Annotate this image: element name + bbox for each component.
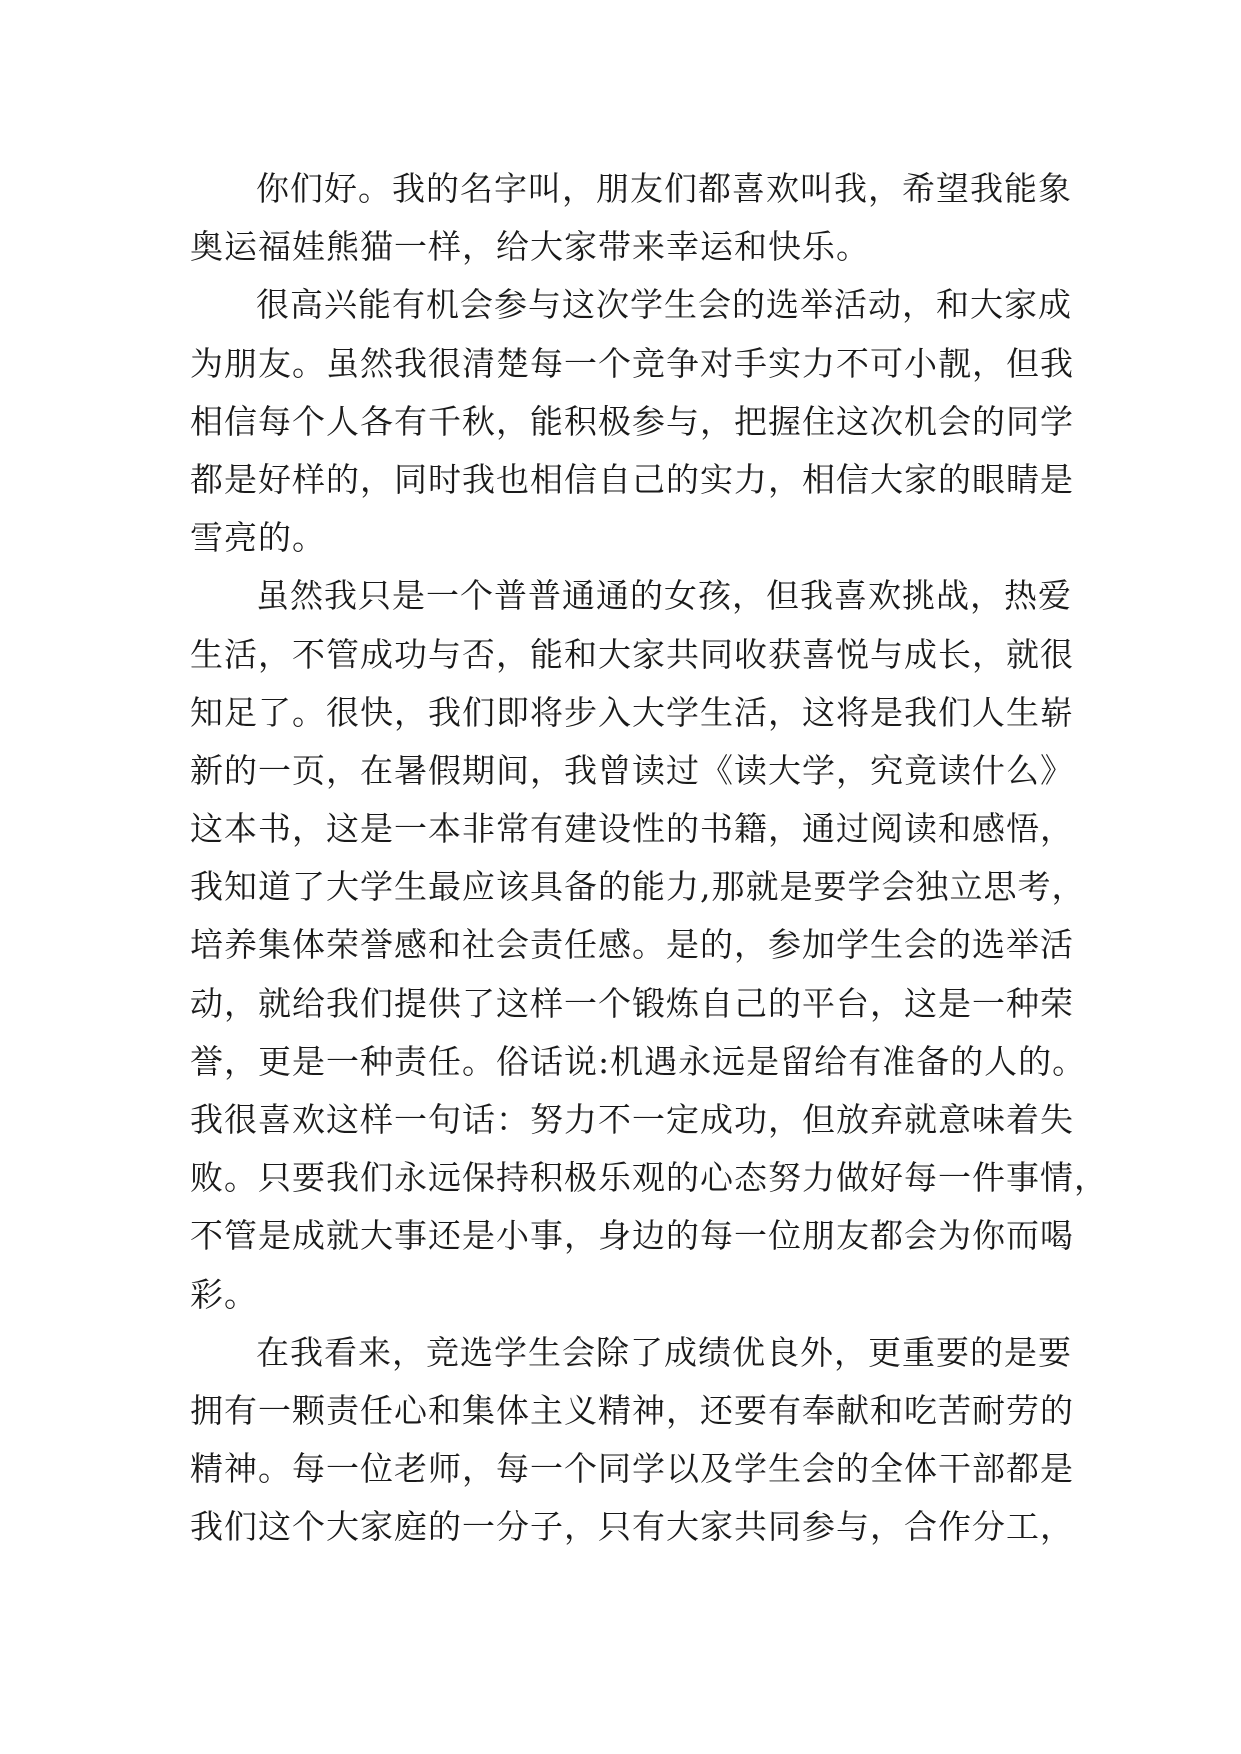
paragraph-line: 很高兴能有机会参与这次学生会的选举活动，和大家成 bbox=[256, 285, 1072, 325]
paragraph-line: 动，就给我们提供了这样一个锻炼自己的平台，这是一种荣 bbox=[190, 983, 1074, 1023]
paragraph-line: 雪亮的。 bbox=[190, 518, 326, 558]
paragraph-line: 新的一页，在暑假期间，我曾读过《读大学，究竟读什么》 bbox=[190, 750, 1074, 790]
paragraph-line: 我知道了大学生最应该具备的能力,那就是要学会独立思考， bbox=[190, 867, 1086, 907]
paragraph-challenge bbox=[190, 567, 1108, 1323]
paragraph-line: 在我看来，竞选学生会除了成绩优良外，更重要的是要 bbox=[256, 1332, 1072, 1372]
paragraph-line: 为朋友。虽然我很清楚每一个竞争对手实力不可小靓，但我 bbox=[190, 343, 1074, 383]
paragraph-line: 奥运福娃熊猫一样，给大家带来幸运和快乐。 bbox=[190, 227, 870, 267]
paragraph-line: 培养集体荣誉感和社会责任感。是的，参加学生会的选举活 bbox=[190, 925, 1074, 965]
paragraph-line: 相信每个人各有千秋，能积极参与，把握住这次机会的同学 bbox=[190, 401, 1074, 441]
document-body bbox=[190, 160, 1108, 1557]
paragraph-line: 都是好样的，同时我也相信自己的实力，相信大家的眼睛是 bbox=[190, 459, 1074, 499]
paragraph-line: 誉，更是一种责任。俗话说:机遇永远是留给有准备的人的。 bbox=[190, 1041, 1087, 1081]
paragraph-line: 精神。每一位老师，每一个同学以及学生会的全体干部都是 bbox=[190, 1449, 1074, 1489]
paragraph-line: 我们这个大家庭的一分子，只有大家共同参与，合作分工， bbox=[190, 1507, 1074, 1547]
paragraph-line: 我很喜欢这样一句话：努力不一定成功，但放弃就意味着失 bbox=[190, 1100, 1074, 1139]
paragraph-line: 拥有一颗责任心和集体主义精神，还要有奉献和吃苦耐劳的 bbox=[190, 1390, 1074, 1430]
paragraph-line: 败。只要我们永远保持积极乐观的心态努力做好每一件事情， bbox=[190, 1158, 1108, 1198]
paragraph-line: 彩。 bbox=[190, 1274, 258, 1314]
paragraph-line: 你们好。我的名字叫，朋友们都喜欢叫我，希望我能象 bbox=[256, 169, 1072, 208]
paragraph-line: 虽然我只是一个普普通通的女孩，但我喜欢挑战，热爱 bbox=[256, 576, 1072, 616]
paragraph-line: 这本书，这是一本非常有建设性的书籍，通过阅读和感悟， bbox=[190, 809, 1074, 849]
paragraph-responsibility bbox=[190, 1324, 1074, 1557]
paragraph-line: 知足了。很快，我们即将步入大学生活，这将是我们人生崭 bbox=[190, 692, 1074, 732]
paragraph-election bbox=[190, 276, 1074, 567]
paragraph-line: 不管是成就大事还是小事，身边的每一位朋友都会为你而喝 bbox=[190, 1216, 1074, 1256]
paragraph-line: 生活，不管成功与否，能和大家共同收获喜悦与成长，就很 bbox=[190, 634, 1074, 674]
paragraph-greeting bbox=[190, 160, 1070, 276]
